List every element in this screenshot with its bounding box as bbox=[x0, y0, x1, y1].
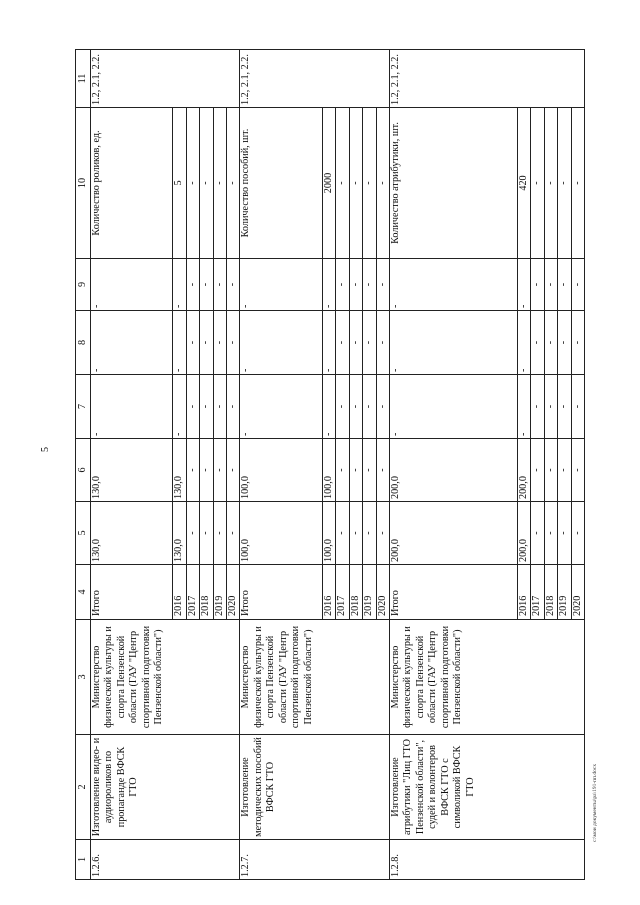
column-header-3: 3 bbox=[76, 620, 91, 735]
year-cell: 2019 bbox=[363, 565, 376, 620]
table-row bbox=[389, 50, 517, 880]
col7-value: - bbox=[336, 375, 349, 439]
column-header-10: 10 bbox=[76, 108, 91, 259]
indicator-value: 2000 bbox=[322, 108, 335, 259]
item-name: Изготовление методических пособий ВФСК ГТО bbox=[240, 735, 389, 840]
col6-value: - bbox=[349, 439, 362, 502]
item-name: Изготовление атрибутики "Лиц ГТО Пензенской области", судей и волонтеров ВФСК ГТО с символикой ВФСК ГТО bbox=[389, 735, 584, 840]
col5-value: 100,0 bbox=[240, 502, 322, 565]
col8-value: - bbox=[200, 311, 213, 375]
col5-value: - bbox=[200, 502, 213, 565]
col5-value: - bbox=[544, 502, 557, 565]
col7-value: - bbox=[571, 375, 584, 439]
col7-value: - bbox=[186, 375, 199, 439]
col9-value: - bbox=[389, 259, 517, 311]
program-table bbox=[75, 49, 585, 880]
col9-value: - bbox=[531, 259, 544, 311]
links-cell: 1.2, 2.1, 2.2. bbox=[389, 50, 584, 108]
col8-value: - bbox=[558, 311, 571, 375]
col8-value: - bbox=[376, 311, 389, 375]
col6-value: - bbox=[227, 439, 240, 502]
indicator-name: Количество атрибутики, шт. bbox=[389, 108, 517, 259]
year-cell: 2019 bbox=[558, 565, 571, 620]
col5-value: - bbox=[227, 502, 240, 565]
col6-value: 200,0 bbox=[517, 439, 530, 502]
col9-value: - bbox=[322, 259, 335, 311]
header-row bbox=[76, 50, 91, 880]
col5-value: - bbox=[213, 502, 226, 565]
col6-value: 100,0 bbox=[322, 439, 335, 502]
col9-value: - bbox=[240, 259, 322, 311]
col8-value: - bbox=[240, 311, 322, 375]
year-cell: 2016 bbox=[517, 565, 530, 620]
col8-value: - bbox=[571, 311, 584, 375]
indicator-value: - bbox=[213, 108, 226, 259]
indicator-value: - bbox=[531, 108, 544, 259]
col6-value: 100,0 bbox=[240, 439, 322, 502]
year-cell: 2018 bbox=[349, 565, 362, 620]
col9-value: - bbox=[558, 259, 571, 311]
col6-value: - bbox=[558, 439, 571, 502]
indicator-value: - bbox=[336, 108, 349, 259]
year-cell: 2020 bbox=[571, 565, 584, 620]
col7-value: - bbox=[363, 375, 376, 439]
col9-value: - bbox=[571, 259, 584, 311]
col8-value: - bbox=[544, 311, 557, 375]
col8-value: - bbox=[173, 311, 186, 375]
year-cell: 2020 bbox=[376, 565, 389, 620]
col8-value: - bbox=[349, 311, 362, 375]
table-row bbox=[91, 50, 173, 880]
col8-value: - bbox=[517, 311, 530, 375]
col5-value: - bbox=[531, 502, 544, 565]
col8-value: - bbox=[336, 311, 349, 375]
col7-value: - bbox=[240, 375, 322, 439]
indicator-value: - bbox=[200, 108, 213, 259]
indicator-value: - bbox=[376, 108, 389, 259]
indicator-value: - bbox=[571, 108, 584, 259]
col7-value: - bbox=[389, 375, 517, 439]
program-table-rotated bbox=[75, 50, 585, 880]
col8-value: - bbox=[186, 311, 199, 375]
year-cell: 2018 bbox=[200, 565, 213, 620]
col9-value: - bbox=[376, 259, 389, 311]
column-header-8: 8 bbox=[76, 311, 91, 375]
col7-value: - bbox=[517, 375, 530, 439]
year-cell: 2017 bbox=[186, 565, 199, 620]
col5-value: 130,0 bbox=[173, 502, 186, 565]
col5-value: 200,0 bbox=[389, 502, 517, 565]
col8-value: - bbox=[363, 311, 376, 375]
col6-value: - bbox=[213, 439, 226, 502]
col8-value: - bbox=[389, 311, 517, 375]
col7-value: - bbox=[544, 375, 557, 439]
col8-value: - bbox=[531, 311, 544, 375]
column-header-5: 5 bbox=[76, 502, 91, 565]
col5-value: 130,0 bbox=[91, 502, 173, 565]
indicator-value: - bbox=[558, 108, 571, 259]
indicator-value: 420 bbox=[517, 108, 530, 259]
col6-value: 200,0 bbox=[389, 439, 517, 502]
links-cell: 1.2, 2.1, 2.2. bbox=[91, 50, 240, 108]
col6-value: - bbox=[363, 439, 376, 502]
col8-value: - bbox=[213, 311, 226, 375]
col7-value: - bbox=[200, 375, 213, 439]
col6-value: - bbox=[531, 439, 544, 502]
column-header-9: 9 bbox=[76, 259, 91, 311]
year-cell: 2018 bbox=[544, 565, 557, 620]
col7-value: - bbox=[349, 375, 362, 439]
column-header-11: 11 bbox=[76, 50, 91, 108]
col6-value: - bbox=[571, 439, 584, 502]
col7-value: - bbox=[558, 375, 571, 439]
col9-value: - bbox=[173, 259, 186, 311]
col9-value: - bbox=[186, 259, 199, 311]
column-header-1: 1 bbox=[76, 840, 91, 880]
indicator-value: - bbox=[349, 108, 362, 259]
col7-value: - bbox=[531, 375, 544, 439]
column-header-4: 4 bbox=[76, 565, 91, 620]
col9-value: - bbox=[517, 259, 530, 311]
page-number: 5 bbox=[40, 447, 51, 452]
col6-value: - bbox=[186, 439, 199, 502]
col9-value: - bbox=[336, 259, 349, 311]
col9-value: - bbox=[363, 259, 376, 311]
indicator-value: - bbox=[186, 108, 199, 259]
indicator-value: - bbox=[544, 108, 557, 259]
col6-value: - bbox=[376, 439, 389, 502]
col9-value: - bbox=[349, 259, 362, 311]
col6-value: 130,0 bbox=[173, 439, 186, 502]
year-cell: 2020 bbox=[227, 565, 240, 620]
links-cell: 1.2, 2.1, 2.2. bbox=[240, 50, 389, 108]
item-name: Изготовление видео- и аудиороликов по пропаганде ВФСК ГТО bbox=[91, 735, 240, 840]
col6-value: - bbox=[200, 439, 213, 502]
col9-value: - bbox=[544, 259, 557, 311]
column-header-7: 7 bbox=[76, 375, 91, 439]
col6-value: - bbox=[336, 439, 349, 502]
col5-value: - bbox=[349, 502, 362, 565]
indicator-name: Количество роликов, ед. bbox=[91, 108, 173, 259]
indicator-value: - bbox=[363, 108, 376, 259]
table-row bbox=[240, 50, 322, 880]
col5-value: - bbox=[336, 502, 349, 565]
col9-value: - bbox=[200, 259, 213, 311]
col5-value: - bbox=[558, 502, 571, 565]
year-cell: 2017 bbox=[336, 565, 349, 620]
footer-file-path: c:\мои документы\ра\191-пп.docx bbox=[592, 763, 598, 842]
col7-value: - bbox=[227, 375, 240, 439]
col9-value: - bbox=[91, 259, 173, 311]
col7-value: - bbox=[213, 375, 226, 439]
col7-value: - bbox=[376, 375, 389, 439]
col7-value: - bbox=[173, 375, 186, 439]
indicator-name: Количество пособий, шт. bbox=[240, 108, 322, 259]
col8-value: - bbox=[322, 311, 335, 375]
column-header-6: 6 bbox=[76, 439, 91, 502]
year-cell: Итого bbox=[389, 565, 517, 620]
col6-value: 130,0 bbox=[91, 439, 173, 502]
col7-value: - bbox=[322, 375, 335, 439]
year-cell: 2019 bbox=[213, 565, 226, 620]
year-cell: 2017 bbox=[531, 565, 544, 620]
item-executor: Министерство физической культуры и спорта Пензенской области (ГАУ "Центр спортивной подготовки Пензенской области") bbox=[91, 620, 240, 735]
col6-value: - bbox=[544, 439, 557, 502]
col5-value: - bbox=[363, 502, 376, 565]
col9-value: - bbox=[213, 259, 226, 311]
indicator-value: 5 bbox=[173, 108, 186, 259]
item-number: 1.2.8. bbox=[389, 840, 584, 880]
item-executor: Министерство физической культуры и спорта Пензенской области (ГАУ "Центр спортивной подготовки Пензенской области") bbox=[240, 620, 389, 735]
col5-value: - bbox=[571, 502, 584, 565]
col5-value: 200,0 bbox=[517, 502, 530, 565]
year-cell: Итого bbox=[91, 565, 173, 620]
col9-value: - bbox=[227, 259, 240, 311]
col8-value: - bbox=[91, 311, 173, 375]
year-cell: 2016 bbox=[173, 565, 186, 620]
column-header-2: 2 bbox=[76, 735, 91, 840]
col7-value: - bbox=[91, 375, 173, 439]
item-number: 1.2.7. bbox=[240, 840, 389, 880]
item-executor: Министерство физической культуры и спорта Пензенской области (ГАУ "Центр спортивной подготовки Пензенской области") bbox=[389, 620, 584, 735]
col5-value: - bbox=[186, 502, 199, 565]
col5-value: - bbox=[376, 502, 389, 565]
indicator-value: - bbox=[227, 108, 240, 259]
col5-value: 100,0 bbox=[322, 502, 335, 565]
year-cell: Итого bbox=[240, 565, 322, 620]
item-number: 1.2.6. bbox=[91, 840, 240, 880]
year-cell: 2016 bbox=[322, 565, 335, 620]
col8-value: - bbox=[227, 311, 240, 375]
